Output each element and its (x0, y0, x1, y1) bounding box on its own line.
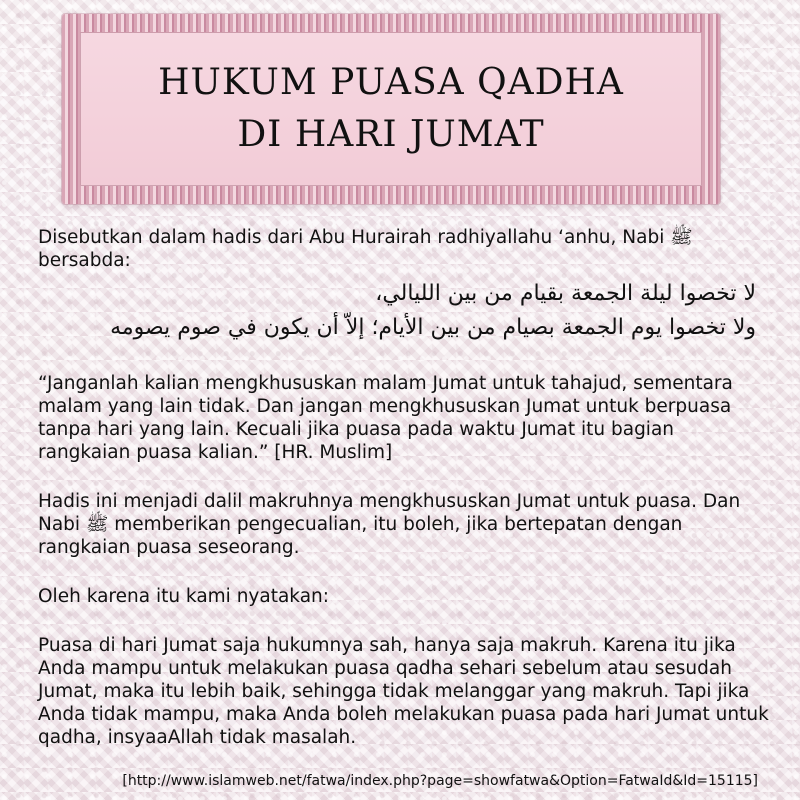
hadith-translation: “Janganlah kalian mengkhususkan malam Jumat untuk tahajud, sementara malam yang lain tidak. Dan jangan mengkhususkan Jumat untuk berpuasa tanpa hari yang lain. Kecuali jika puasa pada waktu Jumat itu bagian rangkaian puasa kalian.” [HR. Muslim] (38, 373, 733, 463)
intro-paragraph: Disebutkan dalam hadis dari Abu Hurairah radhiyallahu ‘anhu, Nabi ﷺ bersabda: (38, 227, 693, 271)
spacer (38, 608, 770, 634)
title-frame (62, 14, 720, 204)
arabic-hadith-line-2: ولا تخصوا يوم الجمعة بصيام من بين الأيام؛ إلاّ أن يكون في صوم يصومه (110, 315, 756, 340)
spacer (38, 464, 770, 490)
source-link[interactable]: [http://www.islamweb.net/fatwa/index.php?page=showfatwa&Option=FatwaId&Id=15115] (122, 773, 758, 789)
conclusion-intro: Oleh karena itu kami nyatakan: (38, 586, 329, 607)
title-line-1: HUKUM PUASA QADHA (158, 62, 624, 103)
conclusion-paragraph: Puasa di hari Jumat saja hukumnya sah, hanya saja makruh. Karena itu jika Anda mampu untuk melakukan puasa qadha sehari sebelum atau sesudah Jumat, maka itu lebih baik, sehingga tidak melanggar yang makruh. Tapi jika Anda tidak mampu, maka Anda boleh melakukan puasa pada hari Jumat untuk qadha, insyaaAllah tidak masalah. (38, 635, 769, 748)
spacer (38, 559, 770, 585)
spacer (38, 344, 770, 372)
arabic-hadith-line-1: لا تخصوا ليلة الجمعة بقيام من بين الليالي، (375, 281, 756, 306)
article-body (38, 226, 770, 749)
title-line-2: DI HARI JUMAT (237, 114, 545, 155)
explanation-paragraph: Hadis ini menjadi dalil makruhnya mengkhususkan Jumat untuk puasa. Dan Nabi ﷺ memberikan pengecualian, itu boleh, jika bertepatan dengan rangkaian puasa seseorang. (38, 491, 741, 558)
title-panel (80, 32, 702, 186)
